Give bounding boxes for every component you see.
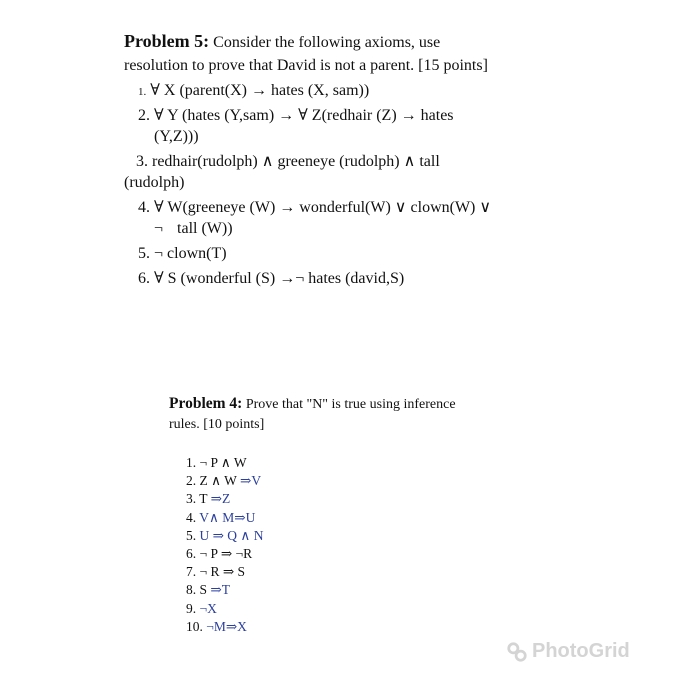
rule-2	[186, 472, 263, 490]
rule-9-body: ¬X	[199, 600, 217, 616]
photogrid-watermark	[506, 640, 630, 663]
axiom-4-number: 4.	[138, 199, 150, 216]
rule-9-number: 9.	[186, 600, 200, 616]
problem-4-intro-line2: rules. [10 points]	[169, 417, 265, 432]
axiom-5-number: 5.	[138, 245, 150, 262]
problem-5-section	[124, 30, 544, 287]
axiom-4	[138, 197, 491, 218]
problem-5-intro-line1: Consider the following axioms, use	[209, 34, 441, 51]
rule-8-conclusion: ⇒T	[210, 582, 230, 598]
problem-4-intro-line1: Prove that "N" is true using inference	[242, 397, 456, 412]
rule-4	[186, 509, 263, 527]
axiom-1-text: ∀ X (parent(X) → hates (X, sam))	[146, 82, 370, 99]
axiom-1-number: 1.	[138, 86, 147, 98]
axiom-6-number: 6.	[138, 270, 150, 287]
rule-10	[186, 618, 263, 636]
photogrid-logo-icon	[506, 641, 528, 663]
axiom-4-text: ∀ W(greeneye (W) → wonderful(W) ∨ clown(W) ∨	[150, 199, 492, 216]
rule-10-number: 10.	[186, 618, 207, 634]
problem-5-title: Problem 5:	[124, 31, 210, 51]
problem-5-intro-line2: resolution to prove that David is not a parent. [15 points]	[124, 57, 488, 74]
problem-4-section	[169, 394, 529, 634]
rule-7: 7. ¬ R ⇒ S	[186, 564, 246, 580]
axiom-5	[138, 243, 227, 264]
axiom-4-continuation-text: tall (W))	[173, 220, 233, 237]
rule-10-body: ¬M⇒X	[206, 618, 247, 634]
problem-5-intro	[124, 30, 544, 77]
rule-3-premise: 3. T	[186, 491, 211, 507]
axiom-3	[136, 151, 440, 172]
axiom-2-number: 2.	[138, 107, 150, 124]
axiom-1	[138, 80, 369, 103]
rule-8	[186, 581, 263, 599]
rule-3-conclusion: ⇒Z	[210, 491, 231, 507]
axiom-5-text: ¬ clown(T)	[150, 245, 227, 262]
axiom-3-text: redhair(rudolph) ∧ greeneye (rudolph) ∧ tall	[148, 153, 440, 170]
rule-1: 1. ¬ P ∧ W	[186, 455, 247, 470]
rule-3	[186, 490, 263, 508]
rule-4-number: 4.	[186, 509, 200, 525]
watermark-text: PhotoGrid	[532, 640, 630, 662]
rule-2-conclusion: ⇒V	[240, 473, 262, 489]
axiom-6	[138, 268, 404, 289]
rule-5-body: U ⇒ Q ∧ N	[199, 527, 264, 543]
problem-4-title: Problem 4:	[169, 395, 243, 412]
rule-5	[186, 527, 263, 545]
rule-5-number: 5.	[186, 527, 200, 543]
problem-4-intro	[169, 394, 529, 435]
axiom-6-text: ∀ S (wonderful (S) →¬ hates (david,S)	[150, 270, 405, 287]
axiom-3-continuation: (rudolph)	[124, 174, 185, 191]
axiom-2-continuation: (Y,Z)))	[154, 128, 199, 145]
axiom-2	[138, 105, 454, 126]
axiom-4-continuation	[154, 218, 233, 239]
axiom-2-text: ∀ Y (hates (Y,sam) → ∀ Z(redhair (Z) → hates	[150, 107, 454, 124]
axiom-4-negation: ¬	[154, 220, 164, 237]
rule-8-premise: 8. S	[186, 582, 211, 598]
rule-9	[186, 600, 263, 618]
rule-6: 6. ¬ P ⇒ ¬R	[186, 546, 253, 562]
rule-2-premise: 2. Z ∧ W	[186, 473, 241, 489]
axiom-3-number: 3.	[136, 153, 148, 170]
rule-4-body: V∧ M⇒U	[199, 509, 256, 525]
rules-list	[186, 454, 263, 636]
